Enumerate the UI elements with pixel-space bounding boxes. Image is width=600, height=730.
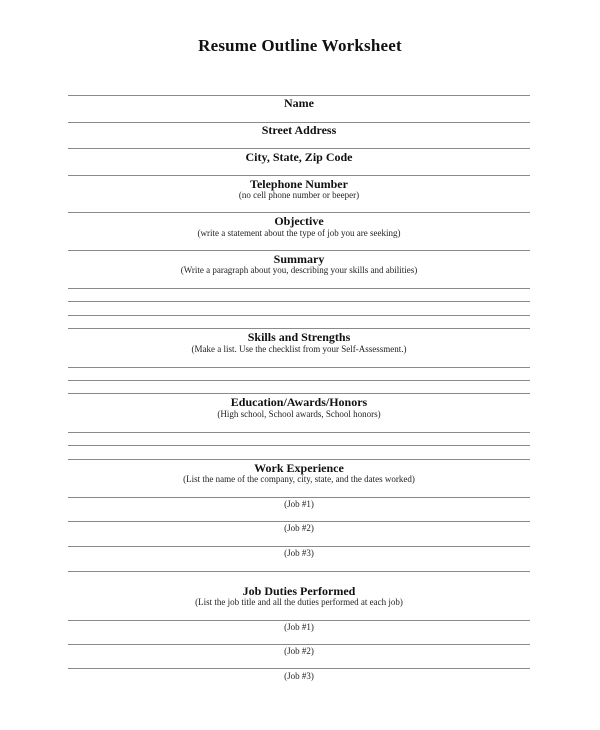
divider-line <box>68 571 530 572</box>
skills-label: Skills and Strengths <box>247 330 351 344</box>
divider-line <box>68 175 530 176</box>
street-address-label: Street Address <box>261 123 337 137</box>
writing-line <box>68 497 530 498</box>
divider-line <box>68 393 530 394</box>
divider-line <box>68 459 530 460</box>
summary-label: Summary <box>273 252 325 266</box>
writing-line <box>68 620 530 621</box>
work-job-1: (Job #1) <box>284 499 314 509</box>
summary-note: (Write a paragraph about you, describing your skills and abilities) <box>180 265 418 275</box>
work-job-2: (Job #2) <box>284 523 314 533</box>
writing-line <box>68 367 530 368</box>
writing-line <box>68 644 530 645</box>
divider-line <box>68 212 530 213</box>
job-duties-note: (List the job title and all the duties performed at each job) <box>195 597 403 607</box>
writing-line <box>68 445 530 446</box>
writing-line <box>68 668 530 669</box>
work-experience-note: (List the name of the company, city, state, and the dates worked) <box>183 474 415 484</box>
skills-note: (Make a list. Use the checklist from your Self-Assessment.) <box>191 344 407 354</box>
writing-line <box>68 315 530 316</box>
objective-label: Objective <box>274 214 324 228</box>
writing-line <box>68 380 530 381</box>
divider-line <box>68 250 530 251</box>
job-duties-label: Job Duties Performed <box>242 584 356 598</box>
work-experience-label: Work Experience <box>254 461 344 475</box>
education-note: (High school, School awards, School honors) <box>217 409 381 419</box>
objective-note: (write a statement about the type of job you are seeking) <box>197 228 401 238</box>
telephone-label: Telephone Number <box>250 177 348 191</box>
telephone-note: (no cell phone number or beeper) <box>238 190 360 200</box>
divider-line <box>68 148 530 149</box>
education-label: Education/Awards/Honors <box>230 395 368 409</box>
duties-job-3: (Job #3) <box>284 671 314 681</box>
city-state-zip-label: City, State, Zip Code <box>245 150 353 164</box>
work-job-3: (Job #3) <box>284 548 314 558</box>
writing-line <box>68 521 530 522</box>
writing-line <box>68 432 530 433</box>
name-label: Name <box>284 96 314 110</box>
duties-job-1: (Job #1) <box>284 622 314 632</box>
divider-line <box>68 328 530 329</box>
writing-line <box>68 301 530 302</box>
page-title: Resume Outline Worksheet <box>198 36 402 55</box>
writing-line <box>68 546 530 547</box>
writing-line <box>68 288 530 289</box>
duties-job-2: (Job #2) <box>284 646 314 656</box>
